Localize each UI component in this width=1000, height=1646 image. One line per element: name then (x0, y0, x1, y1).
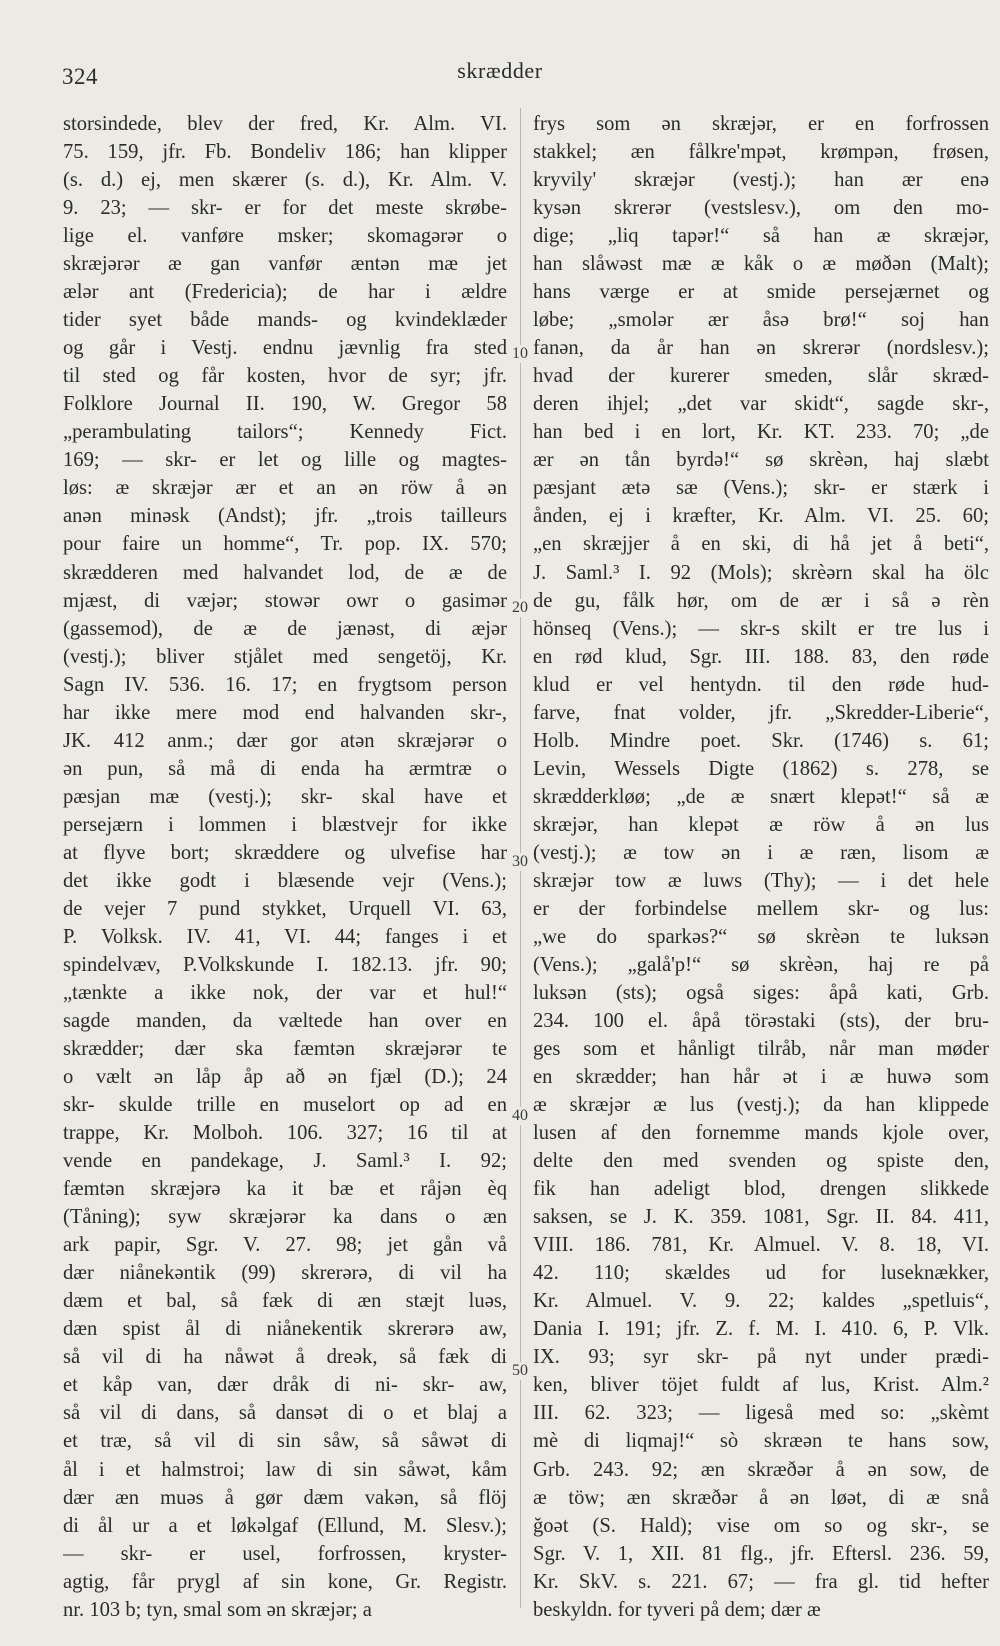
page-number: 324 (62, 64, 98, 89)
left-column-line: persejærn i lommen i blæstvejr for ikke (63, 813, 507, 836)
right-column-line: stakkel; æn fålkre'mpət, krømpən, frøsen, (533, 141, 989, 164)
right-column-line: fik han adeligt blod, drengen slikkede (533, 1178, 989, 1201)
left-column-line: 169; — skr- er let og lille og magtes- (63, 449, 507, 472)
left-column-line: anən minəsk (Andst); jfr. „trois tailleurs (63, 505, 507, 528)
left-column-line: og går i Vestj. endnu jævnlig fra sted (63, 337, 507, 360)
left-column-line: JK. 412 anm.; dær gor atən skræjərər o (63, 729, 507, 752)
right-column-line: fanən, da år han ən skrerər (nordslesv.); (533, 337, 989, 360)
right-column-line: Dania I. 191; jfr. Z. f. M. I. 410. 6, P. Vlk. (533, 1318, 989, 1341)
line-number-50: 50 (512, 1362, 528, 1379)
left-column-line: til sted og får kosten, hvor de syr; jfr. (63, 365, 507, 388)
left-column-line: det ikke godt i blæsende vejr (Vens.); (63, 869, 507, 892)
right-column-line: løbe; „smolər ær åsə brø!“ soj han (533, 309, 989, 332)
left-column-line: dær niånekəntik (99) skrerərə, di vil ha (63, 1262, 507, 1285)
right-column-line: IX. 93; syr skr- på nyt under prædi- (533, 1346, 989, 1369)
left-column-line: et træ, så vil di sin såw, så såwət di (63, 1430, 507, 1453)
right-column-line: (Vens.); „galå'p!“ sø skrèən, haj re på (533, 953, 989, 976)
right-text-column (533, 112, 989, 1622)
right-column-line: de gu, fålk hør, om de ær i så ə rèn (533, 589, 989, 612)
left-column-line: storsindede, blev der fred, Kr. Alm. VI. (63, 113, 507, 135)
right-column-line: ges som et hånligt tilråb, når man møder (533, 1038, 989, 1061)
right-column-line: Grb. 243. 92; æn skræðər å ən sow, de (533, 1458, 989, 1481)
right-column-line: (vestj.); æ tow ən i æ ræn, lisom æ (533, 841, 989, 864)
right-column-line: frys som ən skræjər, er en forfrossen (533, 113, 989, 135)
left-column-line: — skr- er usel, forfrossen, kryster- (63, 1542, 507, 1565)
left-column-line: Sagn IV. 536. 16. 17; en frygtsom person (63, 673, 507, 696)
right-column-line: 234. 100 el. åpå törəstaki (sts), der bru- (533, 1010, 989, 1032)
left-column-line: o vælt ən låp åp að ən fjæl (D.); 24 (63, 1066, 507, 1089)
right-column-line: beskyldn. for tyveri på dem; dær æ (533, 1598, 821, 1621)
left-column-line: de vejer 7 pund stykket, Urquell VI. 63, (63, 897, 507, 920)
right-column-line: kryvily' skræjər (vestj.); han ær enə (533, 169, 989, 192)
left-column-line: dær æn muəs å gør dæm vakən, så flöj (63, 1486, 507, 1509)
right-column-line: hönseq (Vens.); — skr-s skilt er tre lus i (533, 617, 989, 640)
right-column-line: skræjər, han klepət æ röw å ən lus (533, 813, 989, 836)
left-column-line: mjæst, di væjər; stowər owr o gasimər (63, 589, 507, 612)
right-column-line: lusen af den fornemme mands kjole over, (533, 1122, 989, 1145)
right-column-line: Kr. SkV. s. 221. 67; — fra gl. tid hefter (533, 1570, 989, 1593)
left-column-line: di ål ur a et løkəlgaf (Ellund, M. Slesv.); (63, 1514, 507, 1537)
left-column-line: „perambulating tailors“; Kennedy Fict. (63, 421, 507, 444)
left-column-line: ən pun, så må di enda ha ærmtræ o (63, 757, 507, 780)
left-column-line: skrædder; dær ska fæmtən skræjərər te (63, 1038, 507, 1061)
left-column-line: ål i et halmstroi; law di sin såwət, kåm (63, 1458, 507, 1481)
line-number-20: 20 (512, 599, 528, 616)
right-column-line: Kr. Almuel. V. 9. 22; kaldes „spetluis“, (533, 1290, 989, 1313)
left-column-line: (Tåning); syw skræjərər ka dans o æn (63, 1206, 507, 1229)
line-number-10: 10 (512, 345, 528, 362)
left-column-line: vende en pandekage, J. Saml.³ I. 92; (63, 1150, 507, 1173)
right-column-line: Levin, Wessels Digte (1862) s. 278, se (533, 757, 989, 780)
right-column-line: deren ihjel; „det var skidt“, sagde skr-, (533, 393, 989, 416)
right-column-line: ånden, ej i kræfter, Kr. Alm. VI. 25. 60; (533, 505, 989, 528)
left-column-line: pour faire un homme“, Tr. pop. IX. 570; (63, 533, 507, 556)
left-column-line: ark papir, Sgr. V. 27. 98; jet gån vå (63, 1234, 507, 1257)
left-column-line: nr. 103 b; tyn, smal som ən skræjər; a (63, 1598, 372, 1621)
right-column-line: farve, fnat volder, jfr. „Skredder-Liberie“, (533, 701, 989, 724)
right-column-line: pæsjant ætə sæ (Vens.); skr- er stærk i (533, 477, 989, 500)
left-column-line: lige el. vanføre msker; skomagərər o (63, 225, 507, 248)
right-column-line: æ töw; æn skræðər å ən løət, di æ snå (533, 1486, 989, 1509)
left-column-line: at flyve bort; skræddere og ulvefise har (63, 841, 507, 864)
right-column-line: han bed i en lort, Kr. KT. 233. 70; „de (533, 421, 989, 444)
right-column-line: ğoət (S. Hald); vise om so og skr-, se (533, 1514, 989, 1537)
right-column-line: skrædderkløø; „de æ snært klepət!“ så æ (533, 785, 989, 808)
left-text-column (63, 112, 507, 1622)
right-column-line: 42. 110; skældes ud for luseknækker, (533, 1262, 989, 1285)
left-column-line: (s. d.) ej, men skærer (s. d.), Kr. Alm. V. (63, 169, 507, 192)
left-column-line: trappe, Kr. Molboh. 106. 327; 16 til at (63, 1122, 507, 1145)
left-column-line: så vil di dans, så dansət di o et blaj a (63, 1402, 507, 1425)
left-column-line: fæmtən skræjərə ka it bæ et råjən èq (63, 1178, 507, 1201)
right-column-line: Sgr. V. 1, XII. 81 flg., jfr. Eftersl. 236. 59, (533, 1542, 989, 1565)
left-column-line: dæn spist ål di niånekentik skrerərə aw, (63, 1318, 507, 1341)
right-column-line: er der forbindelse mellem skr- og lus: (533, 897, 989, 920)
right-column-line: hans værge er at smide persejærnet og (533, 281, 989, 304)
right-column-line: mè di liqmaj!“ sò skræən te hans sow, (533, 1430, 989, 1453)
left-column-line: skr- skulde trille en muselort op ad en (63, 1094, 507, 1117)
left-column-line: (vestj.); bliver stjålet med sengetöj, Kr. (63, 645, 507, 668)
left-column-line: dæm et bal, så fæk di æn stæjt luəs, (63, 1290, 507, 1313)
right-column-line: hvad der kurerer smeden, slår skræd- (533, 365, 989, 388)
line-number-30: 30 (512, 853, 528, 870)
right-column-line: „we do sparkəs?“ sø skrèən te luksən (533, 925, 989, 948)
right-column-line: ken, bliver töjet fuldt af lus, Krist. Alm.² (533, 1374, 989, 1397)
right-column-line: saksen, se J. K. 359. 1081, Sgr. II. 84. 411, (533, 1206, 989, 1229)
left-column-line: 75. 159, jfr. Fb. Bondeliv 186; han klipper (63, 141, 507, 164)
running-head: skrædder (457, 58, 543, 83)
left-column-line: skræjərər æ gan vanfør æntən mæ jet (63, 253, 507, 276)
left-column-line: har ikke mere mod end halvanden skr-, (63, 701, 507, 724)
right-column-line: skræjər tow æ luws (Thy); — i det hele (533, 869, 989, 892)
right-column-line: æ skræjər æ lus (vestj.); da han klippede (533, 1094, 989, 1117)
left-column-line: tider syet både mands- og kvindeklæder (63, 309, 507, 332)
left-column-line: så vil di ha nåwət å dreək, så fæk di (63, 1346, 507, 1369)
left-column-line: et kåp van, dær dråk di ni- skr- aw, (63, 1374, 507, 1397)
left-column-line: (gassemod), de æ de jænəst, di æjər (63, 617, 507, 640)
right-column-line: en skrædder; han hår ət i æ huwə som (533, 1066, 989, 1089)
right-column-line: VIII. 186. 781, Kr. Almuel. V. 8. 18, VI. (533, 1234, 989, 1257)
line-number-40: 40 (512, 1107, 528, 1124)
right-column-line: Holb. Mindre poet. Skr. (1746) s. 61; (533, 729, 989, 752)
right-column-line: han slåwəst mæ æ kåk o æ møðən (Malt); (533, 253, 989, 276)
right-column-line: klud er vel hentydn. til den røde hud- (533, 673, 989, 696)
right-column-line: III. 62. 323; — ligeså med so: „skèmt (533, 1402, 989, 1425)
left-column-line: pæsjan mæ (vestj.); skr- skal have et (63, 785, 507, 808)
left-column-line: sagde manden, da væltede han over en (63, 1010, 507, 1032)
left-column-line: 9. 23; — skr- er for det meste skrøbe- (63, 197, 507, 220)
left-column-line: løs: æ skræjər ær et an ən röw å ən (63, 477, 507, 500)
right-column-line: dige; „liq tapər!“ så han æ skræjər, (533, 225, 989, 248)
right-column-line: kysən skrerər (vestslesv.), om den mo- (533, 197, 989, 220)
left-column-line: agtig, får prygl af sin kone, Gr. Registr. (63, 1570, 507, 1593)
left-column-line: skrædderen med halvandet lod, de æ de (63, 561, 507, 584)
left-column-line: P. Volksk. IV. 41, VI. 44; fanges i et (63, 925, 507, 948)
left-column-line: ælər ant (Fredericia); de har i ældre (63, 281, 507, 304)
right-column-line: J. Saml.³ I. 92 (Mols); skrèərn skal ha ölc (533, 561, 989, 584)
left-column-line: Folklore Journal II. 190, W. Gregor 58 (63, 393, 507, 416)
left-column-line: spindelvæv, P.Volkskunde I. 182.13. jfr. 90; (63, 953, 507, 976)
right-column-line: en rød klud, Sgr. III. 188. 83, den røde (533, 645, 989, 668)
right-column-line: luksən (sts); også siges: åpå kati, Grb. (533, 981, 989, 1004)
right-column-line: ær ən tån byrdə!“ sø skrèən, haj slæbt (533, 449, 989, 472)
left-column-line: „tænkte a ikke nok, der var et hul!“ (63, 981, 507, 1004)
right-column-line: „en skræjjer å en ski, di hå jet å beti“, (533, 533, 989, 556)
right-column-line: delte den med svenden og spiste den, (533, 1150, 989, 1173)
